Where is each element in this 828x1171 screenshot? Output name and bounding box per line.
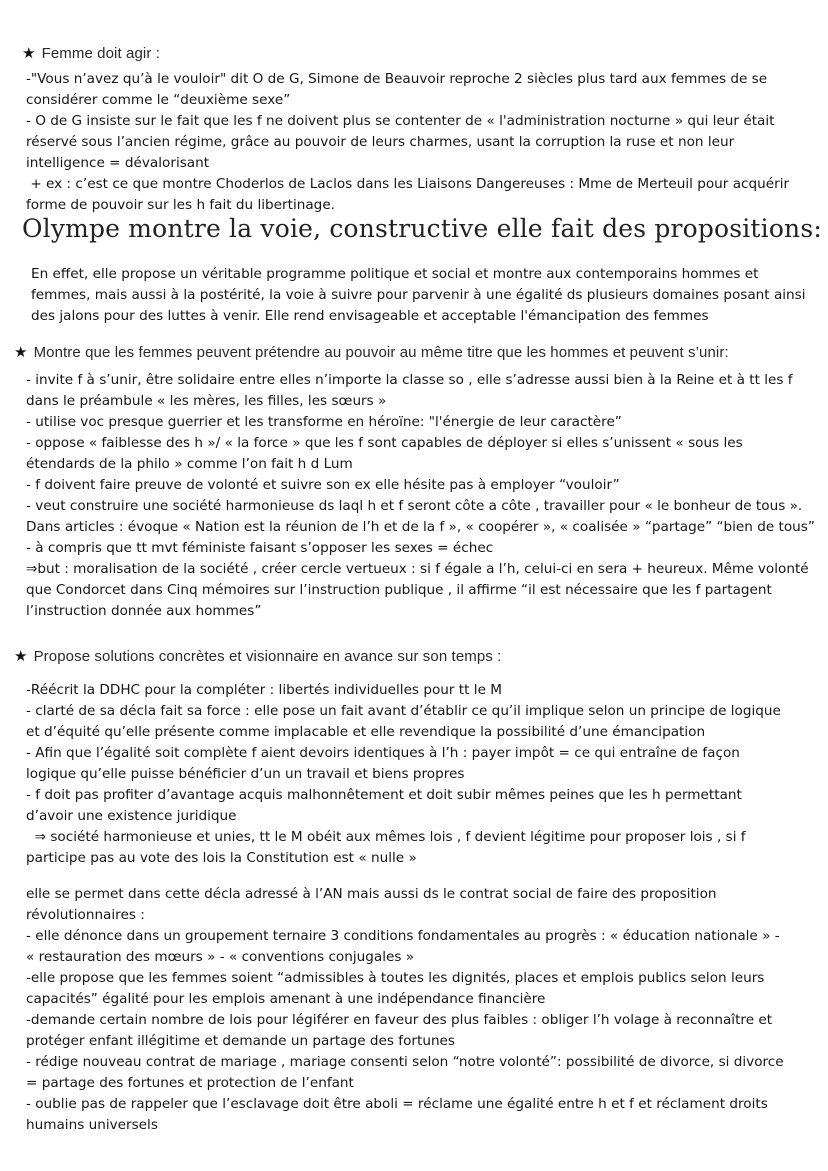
text-line: - f doit pas profiter d’avantage acquis malhonnêtement et doit subir mêmes peines que les h permettant — [26, 787, 742, 803]
heading-text: Femme doit agir : — [41, 45, 160, 62]
text-line: - oublie pas de rappeler que l’esclavage doit être aboli = réclame une égalité entre h et f et réclament droits — [26, 1096, 768, 1112]
text-line: - oppose « faiblesse des h »/ « la force » que les f sont capables de déployer si elles s’unissent « sous les — [26, 435, 743, 451]
text-line: participe pas au vote des lois la Constitution est « nulle » — [26, 850, 417, 866]
heading-text: Montre que les femmes peuvent prétendre au pouvoir au même titre que les hommes et peuvent s’unir: — [33, 344, 729, 361]
text-line: - clarté de sa décla fait sa force : elle pose un fait avant d’établir ce qu’il implique selon un principe de logique — [26, 703, 781, 719]
text-line: + ex : c’est ce que montre Choderlos de Laclos dans les Liaisons Dangereuses : Mme de Merteuil pour acquérir — [26, 176, 790, 192]
text-line: - rédige nouveau contrat de mariage , mariage consenti selon “notre volonté”: possibilité de divorce, si divorce — [26, 1054, 784, 1070]
text-line: elle se permet dans cette décla adressé à l’AN mais aussi ds le contrat social de faire des proposition — [26, 886, 717, 902]
heading-text: Propose solutions concrètes et visionnaire en avance sur son temps : — [33, 648, 502, 665]
text-line: logique qu’elle puisse bénéficier d’un un travail et biens propres — [26, 766, 465, 782]
text-line: -"Vous n’avez qu’à le vouloir" dit O de G, Simone de Beauvoir reproche 2 siècles plus tard aux femmes de se — [26, 71, 768, 87]
text-line: - utilise voc presque guerrier et les transforme en héroïne: "l'énergie de leur caractère” — [26, 414, 622, 430]
star-bullet-icon: ★ — [22, 45, 36, 62]
text-line: ⇒ société harmonieuse et unies, tt le M obéit aux mêmes lois , f devient légitime pour proposer lois , si f — [26, 829, 746, 845]
text-line: - veut construire une société harmonieuse ds laql h et f seront côte a côte , travailler pour « le bonheur de tous ». — [26, 498, 803, 514]
text-line: et d’équité qu’elle présente comme implacable et elle revendique la possibilité d’une émancipation — [26, 724, 706, 740]
star-bullet-icon: ★ — [14, 648, 28, 665]
text-line: révolutionnaires : — [26, 907, 145, 923]
text-line: considérer comme le “deuxième sexe” — [26, 92, 291, 108]
text-line: l’instruction donnée aux hommes” — [26, 603, 262, 619]
text-line: des jalons pour des luttes à venir. Elle rend envisageable et acceptable l'émancipation des femmes — [31, 308, 709, 324]
text-line: - Afin que l’égalité soit complète f aient devoirs identiques à l’h : payer impôt = ce qui entraîne de façon — [26, 745, 740, 761]
text-line: femmes, mais aussi à la postérité, la voie à suivre pour parvenir à une égalité ds plusieurs domaines posant ainsi — [31, 287, 806, 303]
text-line: -demande certain nombre de lois pour légiférer en faveur des plus faibles : obliger l’h volage à reconnaître et — [26, 1012, 773, 1028]
text-line: ⇒but : moralisation de la société , créer cercle vertueux : si f égale a l’h, celui-ci en sera + heureux. Même volonté — [26, 561, 809, 577]
section2-paragraph — [26, 370, 815, 622]
text-line: « restauration des mœurs » - « conventions conjugales » — [26, 949, 415, 965]
section-heading-femme-doit-agir — [22, 44, 160, 62]
text-line: que Condorcet dans Cinq mémoires sur l’instruction publique , il affirme “il est nécessaire que les f partagent — [26, 582, 772, 598]
text-line: En effet, elle propose un véritable programme politique et social et montre aux contemporains hommes et — [31, 266, 759, 282]
text-line: = partage des fortunes et protection de l’enfant — [26, 1075, 354, 1091]
text-line: - O de G insiste sur le fait que les f ne doivent plus se contenter de « l'administration nocturne » qui leur était — [26, 113, 775, 129]
text-line: dans le préambule « les mères, les filles, les sœurs » — [26, 393, 387, 409]
main-title: Olympe montre la voie, constructive elle fait des propositions: — [22, 214, 822, 243]
text-line: -elle propose que les femmes soient “admissibles à toutes les dignités, places et emplois publics selon leurs — [26, 970, 765, 986]
text-line: capacités” égalité pour les emplois amenant à une indépendance financière — [26, 991, 546, 1007]
text-line: étendards de la philo » comme l’on fait h d Lum — [26, 456, 353, 472]
text-line: - elle dénonce dans un groupement ternaire 3 conditions fondamentales au progrès : « éducation nationale » - — [26, 928, 780, 944]
text-line: intelligence = dévalorisant — [26, 155, 210, 171]
section3-paragraph — [26, 680, 781, 869]
star-bullet-icon: ★ — [14, 344, 28, 361]
text-line: protéger enfant illégitime et demande un partage des fortunes — [26, 1033, 455, 1049]
section4-paragraph — [26, 884, 784, 1136]
text-line: - f doivent faire preuve de volonté et suivre son ex elle hésite pas à employer “vouloir” — [26, 477, 620, 493]
section-heading-pouvoir — [14, 343, 729, 361]
text-line: -Réécrit la DDHC pour la compléter : libertés individuelles pour tt le M — [26, 682, 502, 698]
text-line: réservé sous l’ancien régime, grâce au pouvoir de leurs charmes, usant la corruption la ruse et non leur — [26, 134, 735, 150]
text-line: - à compris que tt mvt féministe faisant s’opposer les sexes = échec — [26, 540, 494, 556]
text-line: Dans articles : évoque « Nation est la réunion de l’h et de la f », « coopérer », « coalisée » “partage” “bien de tous” — [26, 519, 815, 535]
text-line: humains universels — [26, 1117, 158, 1133]
text-line: - invite f à s’unir, être solidaire entre elles n’importe la classe so , elle s’adresse aussi bien à la Reine et à tt les f — [26, 372, 793, 388]
text-line: forme de pouvoir sur les h fait du libertinage. — [26, 197, 335, 213]
section1-paragraph — [26, 69, 789, 216]
intro-paragraph — [31, 264, 806, 327]
section-heading-solutions — [14, 647, 501, 665]
text-line: d’avoir une existence juridique — [26, 808, 237, 824]
